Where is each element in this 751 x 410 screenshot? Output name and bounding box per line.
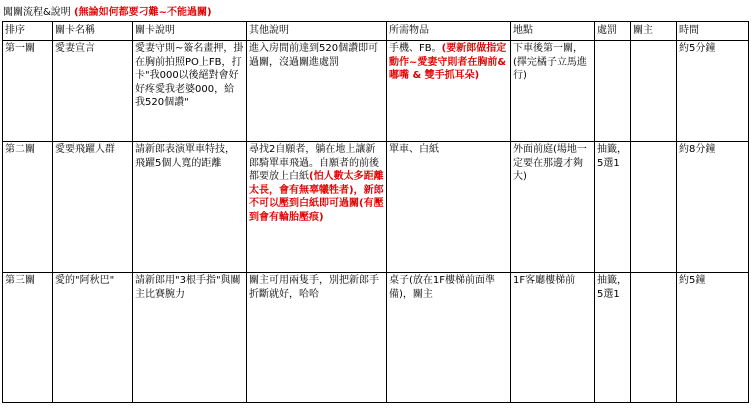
cell-desc: 請新郎表演單車特技，飛躍5個人寬的距離 xyxy=(133,142,247,273)
cell-time: 約8分鐘 xyxy=(677,142,749,273)
header-other: 其他說明 xyxy=(247,22,387,41)
cell-time: 約5分鐘 xyxy=(677,41,749,142)
header-time: 時間 xyxy=(677,22,749,41)
header-penalty: 處罰 xyxy=(595,22,631,41)
header-items: 所需物品 xyxy=(387,22,511,41)
game-flow-table xyxy=(2,21,749,403)
header-host: 關主 xyxy=(631,22,677,41)
cell-host xyxy=(631,142,677,273)
cell-other xyxy=(247,142,387,273)
cell-items xyxy=(387,41,511,142)
header-location: 地點 xyxy=(511,22,595,41)
cell-name: 愛要飛躍人群 xyxy=(53,142,133,273)
cell-time: 約5鐘 xyxy=(677,273,749,403)
cell-name: 愛妻宣言 xyxy=(53,41,133,142)
cell-items: 單車、白紙 xyxy=(387,142,511,273)
cell-name: 愛的"阿秋巴" xyxy=(53,273,133,403)
cell-penalty xyxy=(595,41,631,142)
header-order: 排序 xyxy=(3,22,53,41)
cell-penalty: 抽籤，5選1 xyxy=(595,273,631,403)
cell-host xyxy=(631,273,677,403)
cell-order: 第三關 xyxy=(3,273,53,403)
cell-location: 外面前庭(場地一定要在那邊才夠大) xyxy=(511,142,595,273)
cell-desc: 請新郎用"3根手指"與關主比賽腕力 xyxy=(133,273,247,403)
sheet-title xyxy=(3,5,212,21)
title-text: 闖關流程&說明 xyxy=(3,7,71,18)
cell-location: 1F客廳樓梯前 xyxy=(511,273,595,403)
title-note: (無論如何都要刁難~不能過關) xyxy=(74,7,212,18)
items-red-note: (要新郎做指定動作~愛妻守則者在胸前&嘟嘴 & 雙手抓耳朵) xyxy=(389,43,507,81)
header-desc: 關卡說明 xyxy=(133,22,247,41)
table-row xyxy=(3,41,749,142)
cell-order: 第二關 xyxy=(3,142,53,273)
other-text: 尋找2自願者，躺在地上讓新郎騎單車飛過。自願者的前後都要放上白紙 xyxy=(249,144,379,182)
cell-location: 下車後第一關，(擇完橘子立馬進行) xyxy=(511,41,595,142)
cell-other: 關主可用兩隻手，別把新郎手折斷就好，哈哈 xyxy=(247,273,387,403)
header-name: 關卡名稱 xyxy=(53,22,133,41)
table-row xyxy=(3,142,749,273)
cell-desc: 愛妻守則~簽名畫押，掛在胸前拍照PO上FB，打卡"我000以後絕對會好好疼愛我老婆000，給我520個讚" xyxy=(133,41,247,142)
table-row xyxy=(3,273,749,403)
cell-host xyxy=(631,41,677,142)
items-text: 手機、FB。 xyxy=(389,43,442,54)
other-red-note: (怕人數太多距離太長，會有無辜犧牲者)，新郎不可以壓到白紙即可過關(有壓到會有輪胎壓痕) xyxy=(249,171,384,223)
cell-order: 第一關 xyxy=(3,41,53,142)
cell-other: 進入房間前達到520個讚即可過關，沒過關進處罰 xyxy=(247,41,387,142)
cell-items: 桌子(放在1F樓梯前面準備)，關主 xyxy=(387,273,511,403)
header-row xyxy=(3,22,749,41)
cell-penalty: 抽籤，5選1 xyxy=(595,142,631,273)
